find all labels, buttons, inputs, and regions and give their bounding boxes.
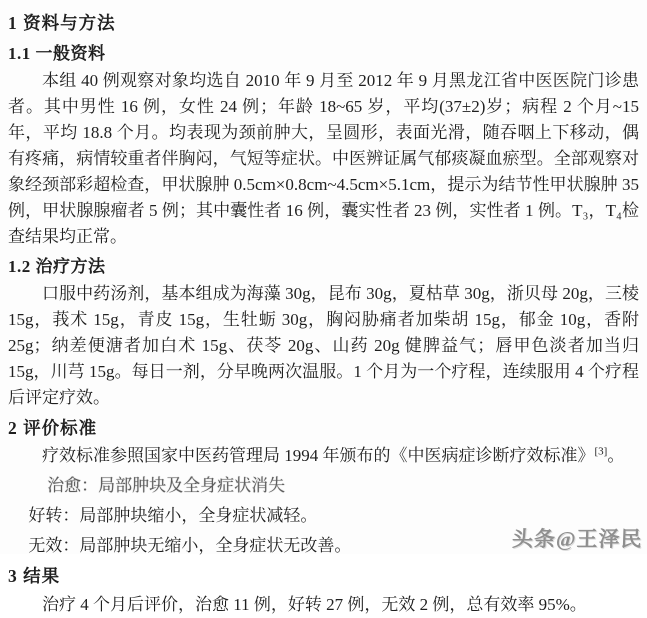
- citation-reference: [3]: [594, 445, 608, 458]
- section-2-heading: 2 评价标准: [8, 418, 98, 438]
- criterion-cured: 治愈：局部肿块及全身症状消失: [47, 476, 286, 495]
- general-info-paragraph: 本组 40 例观察对象均选自 2010 年 9 月至 2012 年 9 月黑龙江省中医医院门诊患者。其中男性 16 例，女性 24 例；年龄 18~65 岁，平均(37±2)岁；病程 2 个月~15 年，平均 18.8 个月。均表现为颈前肿大，呈圆形，表面光滑，随吞咽上下移动，偶有疼痛，病情较重者伴胸闷，气短等症状。中医辨证属气郁痰凝血瘀型。全部观察对象经颈部彩超检查，甲状腺肿 0.5cm×0.8cm~4.5cm×5.1cm，提示为结节性甲状腺肿 35 例，甲状腺腺瘤者 5 例；其中囊性者 16 例，囊实性者 23 例，实性者 1 例。T₃，T₄检查结果均正常。: [8, 71, 639, 246]
- section-1-1-heading: 1.1 一般资料: [8, 44, 106, 63]
- criterion-improved: 好转：局部肿块缩小，全身症状减轻。: [28, 506, 318, 525]
- section-1-2-heading: 1.2 治疗方法: [8, 257, 106, 276]
- results-paragraph: 治疗 4 个月后评价，治愈 11 例，好转 27 例，无效 2 例，总有效率 95%。: [42, 595, 587, 614]
- treatment-method-paragraph: 口服中药汤剂，基本组成为海藻 30g，昆布 30g，夏枯草 30g，浙贝母 20g，三棱 15g，莪术 15g，青皮 15g，生牡蛎 30g，胸闷胁痛者加柴胡 15g，郁金 10g，香附 25g；纳差便溏者加白术 15g、茯苓 20g、山药 20g 健脾益气；唇甲色淡者加当归 15g，川芎 15g。每日一剂，分早晚两次温服。1 个月为一个疗程，连续服用 4 个疗程后评定疗效。: [8, 284, 639, 407]
- section-1-heading: 1 资料与方法: [8, 13, 116, 33]
- evaluation-intro-text: 疗效标准参照国家中医药管理局 1994 年颁布的《中医病症诊断疗效标准》: [42, 446, 595, 465]
- section-3-heading: 3 结果: [8, 566, 61, 586]
- evaluation-intro-paragraph: [8, 443, 639, 469]
- criterion-ineffective: 无效：局部肿块无缩小，全身症状无改善。: [28, 536, 352, 555]
- evaluation-intro-period: 。: [607, 446, 625, 465]
- toutiao-watermark: 头条@王泽民: [512, 527, 644, 551]
